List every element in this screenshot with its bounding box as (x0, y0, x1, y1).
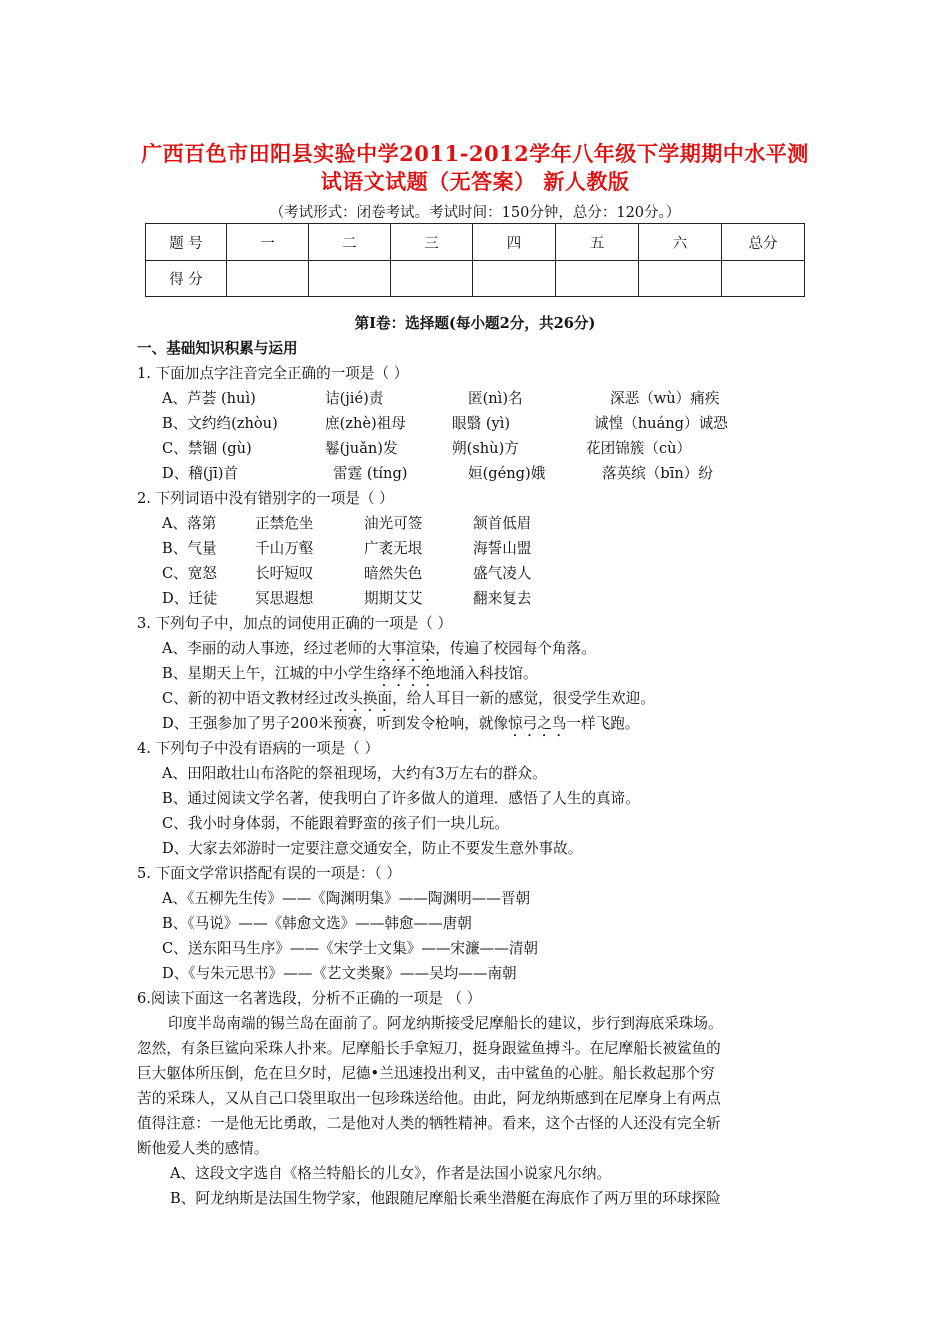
option-text: A、李丽的动人事迹，经过老师的 (162, 640, 377, 657)
option-cell: 暗然失色 (364, 565, 423, 582)
section-heading: 第Ⅰ卷：选择题(每小题2分，共26分) (354, 315, 596, 332)
header-cell: 三 (391, 224, 473, 261)
header-cell: 六 (639, 224, 722, 261)
question-5-option-b: B、《马说》——《韩愈文选》——韩愈——唐朝 (162, 915, 472, 932)
score-table (145, 223, 805, 297)
score-cell[interactable] (391, 261, 473, 297)
score-table-score-row (146, 261, 805, 297)
question-3-option-b (162, 664, 538, 690)
option-cell: 诚惶（huáng）诚恐 (594, 415, 728, 432)
option-text: 一样飞跑。 (566, 715, 640, 732)
option-text: 地涌入科技馆。 (435, 665, 538, 682)
option-cell: B、气量 (162, 540, 217, 557)
option-cell: A、落第 (162, 515, 217, 532)
option-cell: 落英缤（bīn）纷 (602, 465, 713, 482)
question-6-stem: 6.阅读下面这一名著选段，分析不正确的一项是 （ ） (137, 990, 482, 1007)
option-cell: A、芦荟 (huì) (162, 390, 256, 407)
option-cell: 深恶（wù）痛疾 (610, 390, 720, 407)
question-6-option-b: B、阿龙纳斯是法国生物学家，他跟随尼摩船长乘坐潜艇在海底作了两万里的环球探险 (170, 1190, 721, 1207)
question-6-option-a: A、这段文字选自《格兰特船长的儿女》，作者是法国小说家凡尔纳。 (170, 1165, 612, 1182)
option-cell: 雷霆 (tíng) (333, 465, 408, 482)
option-cell: 庶(zhè)祖母 (325, 415, 406, 432)
option-cell: C、宽怒 (162, 565, 217, 582)
option-cell: 翻来复去 (473, 590, 532, 607)
option-cell: 期期艾艾 (364, 590, 423, 607)
option-cell: 朔(shù)方 (452, 440, 519, 457)
score-cell[interactable] (473, 261, 556, 297)
exam-info: （考试形式：闭卷考试。考试时间：150分钟，总分：120分。） (269, 205, 681, 221)
option-cell: 眼翳 (yì) (452, 415, 511, 432)
option-cell: 冥思遐想 (255, 590, 314, 607)
option-cell: 千山万壑 (255, 540, 314, 557)
passage-line: 忽然，有条巨鲨向采珠人扑来。尼摩船长手拿短刀，挺身跟鲨鱼搏斗。在尼摩船长被鲨鱼的 (137, 1040, 721, 1057)
option-cell: 正禁危坐 (255, 515, 314, 532)
option-cell: D、稽(jī)首 (162, 465, 239, 482)
option-cell: 姮(géng)娥 (468, 465, 546, 482)
emphasized-word: 大事渲染 (376, 640, 436, 657)
score-cell[interactable] (309, 261, 391, 297)
option-text: C、新的初中语文教材经过 (162, 690, 334, 707)
header-cell: 五 (556, 224, 639, 261)
question-5-option-d: D、《与朱元思书》——《艺文类聚》——吴均——南朝 (162, 965, 517, 982)
option-cell: B、文约绉(zhòu) (162, 415, 278, 432)
question-4-stem: 4. 下列句子中没有语病的一项是（ ） (137, 740, 380, 757)
passage-line: 值得注意：一是他无比勇敢，二是他对人类的牺牲精神。看来，这个古怪的人还没有完全斩 (137, 1115, 721, 1132)
score-row-label: 得 分 (146, 261, 227, 297)
option-cell: 广袤无垠 (364, 540, 423, 557)
option-cell: 花团锦簇（cù） (586, 440, 692, 457)
option-cell: 颔首低眉 (473, 515, 532, 532)
score-table-header-row (146, 224, 805, 261)
question-5-option-a: A、《五柳先生传》——《陶渊明集》——陶渊明——晋朝 (162, 890, 531, 907)
option-cell: 鬈(juǎn)发 (325, 440, 398, 457)
question-4-option-b: B、通过阅读文学名著，使我明白了许多做人的道理．感悟了人生的真谛。 (162, 790, 640, 807)
question-5-option-c: C、送东阳马生序》——《宋学士文集》——宋濂——清朝 (162, 940, 539, 957)
option-text: D、王强参加了男子200米预赛，听到发令枪响，就像 (162, 715, 509, 732)
question-3-stem: 3. 下列句子中，加点的词使用正确的一项是（ ） (137, 615, 453, 632)
header-cell: 总分 (722, 224, 805, 261)
question-2-stem: 2. 下列词语中没有错别字的一项是（ ） (137, 490, 394, 507)
passage-line: 苦的采珠人，又从自己口袋里取出一包珍珠送给他。由此，阿龙纳斯感到在尼摩身上有两点 (137, 1090, 721, 1107)
score-cell[interactable] (639, 261, 722, 297)
header-cell: 四 (473, 224, 556, 261)
passage-line: 巨大躯体所压倒，危在旦夕时，尼德•兰迅速投出利叉，击中鲨鱼的心脏。船长救起那个穷 (137, 1065, 715, 1082)
header-cell: 题 号 (146, 224, 227, 261)
option-cell: 油光可签 (364, 515, 423, 532)
score-cell[interactable] (227, 261, 309, 297)
emphasized-word: 改头换面 (333, 690, 393, 707)
title-line-2: 试语文试题（无答案） 新人教版 (320, 169, 630, 194)
question-3-option-d (162, 714, 639, 740)
option-text: ，给人耳目一新的感觉，很受学生欢迎。 (392, 690, 655, 707)
option-cell: 匿(nì)名 (468, 390, 523, 407)
option-cell: 长吁短叹 (255, 565, 314, 582)
question-4-option-d: D、大家去郊游时一定要注意交通安全，防止不要发生意外事故。 (162, 840, 583, 857)
option-text: ，传遍了校园每个角落。 (435, 640, 596, 657)
question-5-stem: 5. 下面文学常识搭配有误的一项是：（ ） (137, 865, 401, 882)
part-heading: 一、基础知识积累与运用 (137, 340, 298, 357)
emphasized-word: 络绎不绝 (377, 665, 436, 682)
score-cell[interactable] (722, 261, 805, 297)
option-cell: C、禁锢 (gù) (162, 440, 252, 457)
option-cell: D、迁徒 (162, 590, 218, 607)
header-cell: 一 (227, 224, 309, 261)
question-1-stem: 1. 下面加点字注音完全正确的一项是（ ） (137, 365, 409, 382)
emphasized-word: 惊弓之鸟 (508, 715, 567, 732)
option-cell: 诘(jié)责 (325, 390, 384, 407)
question-4-option-a: A、田阳敢壮山布洛陀的祭祖现场，大约有3万左右的群众。 (162, 765, 547, 782)
question-3-option-a (162, 639, 596, 665)
option-cell: 海誓山盟 (473, 540, 532, 557)
option-cell: 盛气凌人 (473, 565, 532, 582)
title-line-1: 广西百色市田阳县实验中学2011-2012学年八年级下学期期中水平测 (141, 141, 809, 166)
question-3-option-c (162, 689, 655, 715)
header-cell: 二 (309, 224, 391, 261)
score-cell[interactable] (556, 261, 639, 297)
passage-line: 断他爱人类的感情。 (137, 1140, 269, 1157)
passage-line: 印度半岛南端的锡兰岛在面前了。阿龙纳斯接受尼摩船长的建议，步行到海底采珠场。 (168, 1015, 723, 1032)
question-4-option-c: C、我小时身体弱，不能跟着野蛮的孩子们一块儿玩。 (162, 815, 509, 832)
option-text: B、星期天上午，江城的中小学生 (162, 665, 378, 682)
